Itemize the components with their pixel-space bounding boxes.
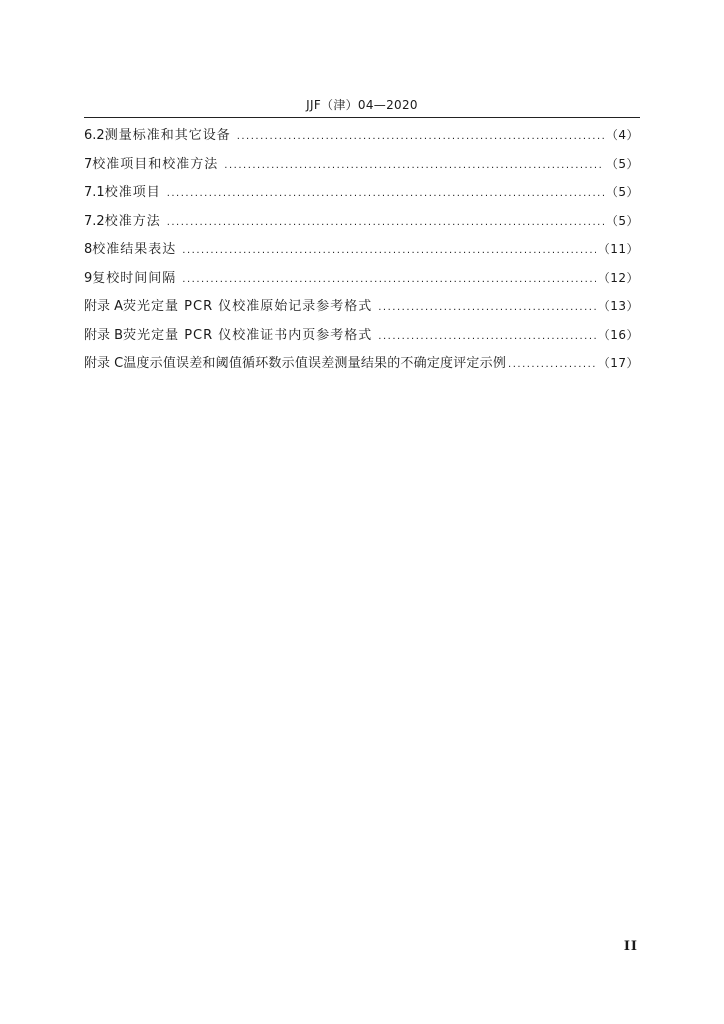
toc-entry-page: （16） — [597, 327, 639, 342]
toc-leader-dots — [182, 269, 595, 291]
toc-entry-9[interactable] — [84, 267, 639, 296]
running-header — [84, 97, 640, 118]
toc-entry-7-2[interactable] — [84, 210, 639, 239]
toc-entry-title: 校准项目和校准方法 — [92, 156, 219, 172]
toc-leader-dots — [237, 126, 604, 148]
toc-entry-page: （12） — [597, 270, 639, 285]
toc-entry-appendix-c[interactable] — [84, 352, 639, 381]
toc-entry-number: 附录 A — [84, 299, 124, 314]
toc-entry-number: 7 — [84, 156, 93, 172]
toc-entry-appendix-b[interactable] — [84, 324, 639, 353]
toc-entry-8[interactable] — [84, 238, 639, 267]
toc-entry-7-1[interactable] — [84, 181, 639, 210]
toc-entry-title: 温度示值误差和阈值循环数示值误差测量结果的不确定度评定示例 — [123, 356, 507, 371]
toc-entry-number: 附录 C — [84, 356, 124, 371]
toc-leader-dots — [508, 354, 596, 376]
standard-code: JJF（津）04—2020 — [306, 98, 418, 112]
toc-leader-dots — [167, 183, 604, 205]
page-number: II — [623, 939, 638, 954]
toc-leader-dots — [167, 212, 604, 234]
toc-entry-page: （5） — [605, 185, 639, 199]
toc-leader-dots — [378, 326, 595, 348]
toc-entry-page: （17） — [597, 356, 639, 370]
toc-entry-title: 测量标准和其它设备 — [104, 128, 231, 143]
toc-entry-number: 9 — [84, 270, 93, 286]
toc-entry-title: 复校时间间隔 — [92, 270, 177, 286]
toc-entry-number: 附录 B — [84, 327, 124, 343]
toc-leader-dots — [182, 240, 595, 262]
toc-entry-6-2[interactable] — [84, 124, 639, 153]
table-of-contents — [84, 124, 639, 381]
toc-entry-title: 荧光定量 PCR 仪校准原始记录参考格式 — [123, 299, 373, 314]
toc-entry-number: 7.1 — [84, 185, 105, 200]
toc-leader-dots — [224, 155, 604, 177]
toc-entry-page: （5） — [605, 156, 639, 171]
toc-entry-title: 荧光定量 PCR 仪校准证书内页参考格式 — [123, 327, 373, 343]
toc-entry-page: （11） — [597, 242, 639, 256]
toc-entry-title: 校准项目 — [104, 185, 161, 200]
toc-entry-appendix-a[interactable] — [84, 295, 639, 324]
toc-entry-page: （4） — [605, 128, 639, 142]
toc-entry-number: 7.2 — [84, 213, 105, 229]
toc-entry-page: （13） — [597, 299, 639, 313]
toc-entry-7[interactable] — [84, 153, 639, 182]
toc-leader-dots — [378, 297, 595, 319]
toc-entry-title: 校准方法 — [104, 213, 161, 229]
toc-entry-page: （5） — [605, 213, 639, 228]
toc-entry-number: 6.2 — [84, 128, 105, 143]
toc-entry-title: 校准结果表达 — [92, 242, 177, 257]
toc-entry-number: 8 — [84, 242, 93, 257]
